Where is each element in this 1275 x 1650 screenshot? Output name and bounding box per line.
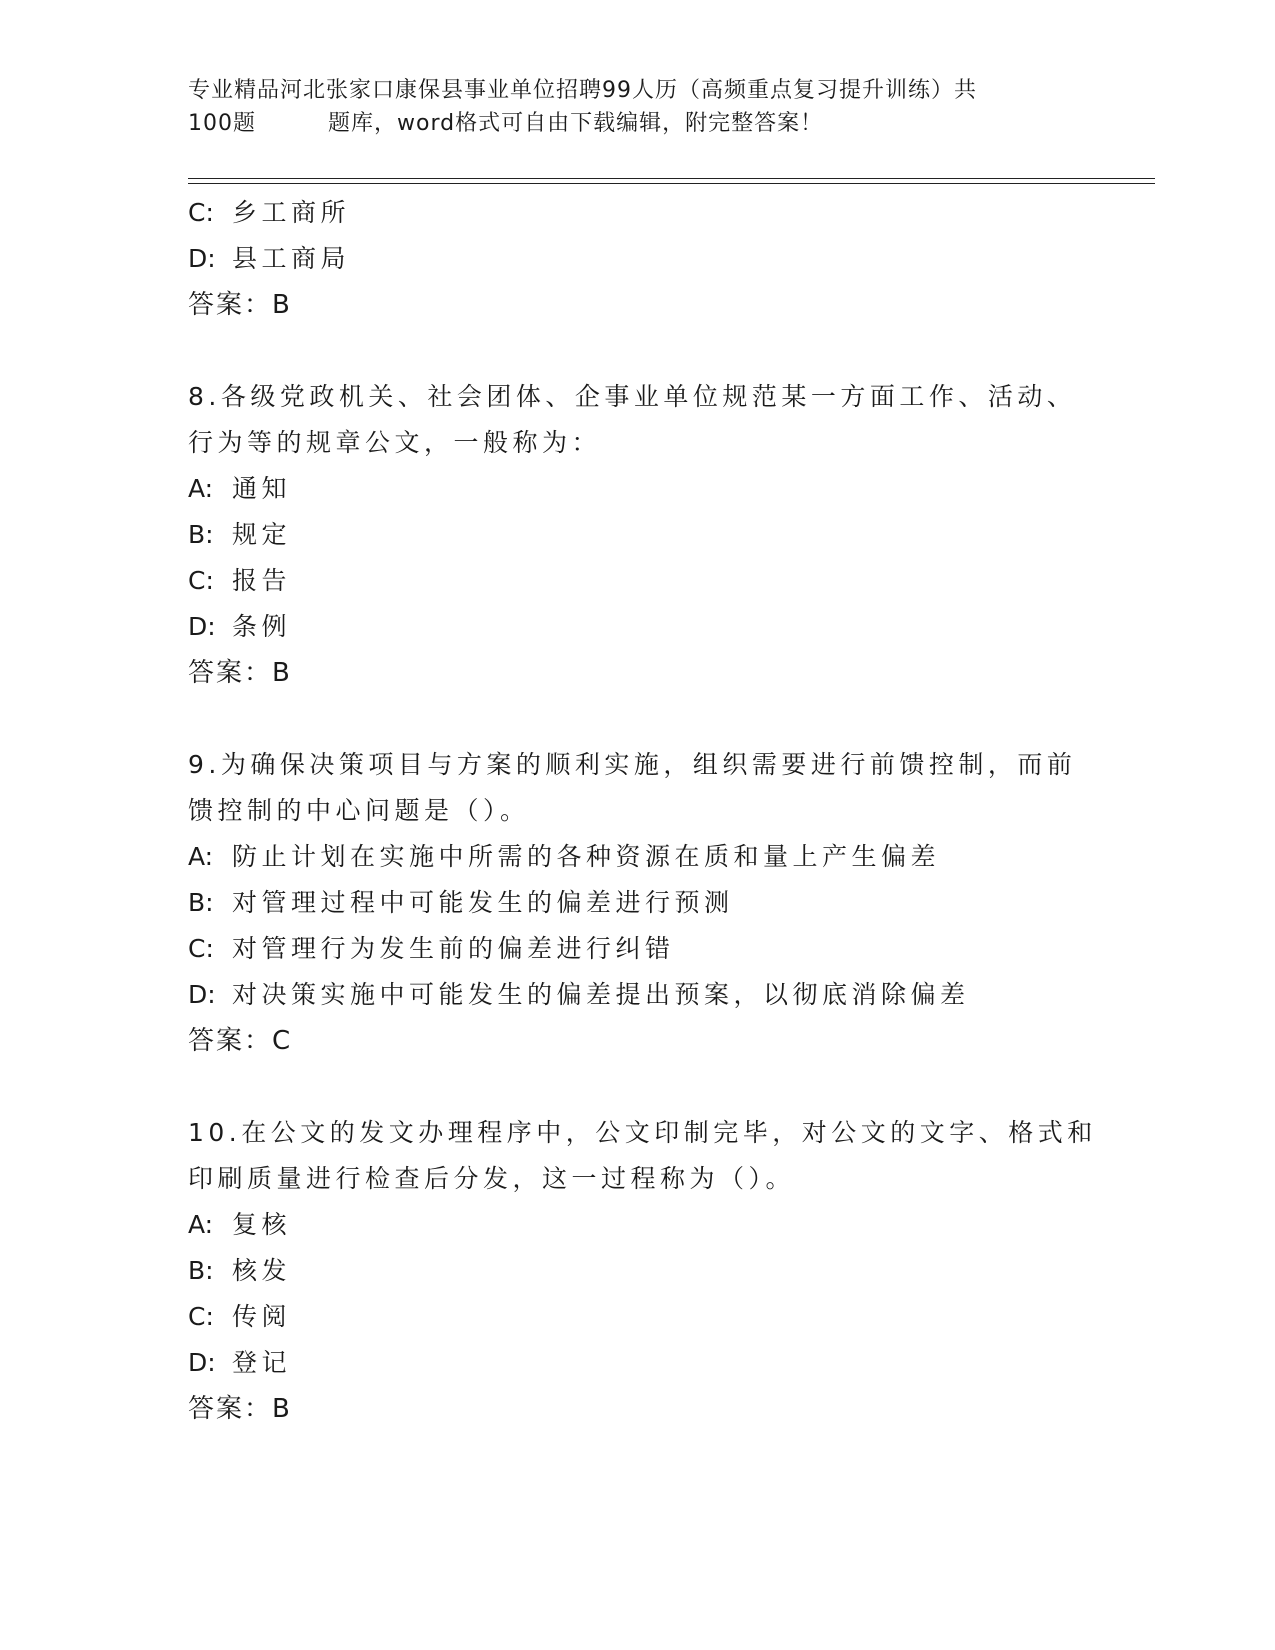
question-block-8 [188,374,1088,696]
option-b [188,880,1088,926]
option-c [188,1294,1088,1340]
option-c [188,190,1088,236]
option-text: 乡工商所 [232,198,351,227]
option-text: 县工商局 [232,244,351,273]
option-text: 规定 [232,520,292,549]
option-text: 对管理行为发生前的偏差进行纠错 [232,934,675,963]
option-a [188,834,1088,880]
question-list [188,190,1097,1432]
question-block-previous [188,190,1088,328]
option-letter: A: [188,474,214,503]
option-text: 条例 [232,612,292,641]
option-c [188,926,1088,972]
header-divider-top [188,178,1155,179]
question-stem-line-1: 10.在公文的发文办理程序中，公文印制完毕，对公文的文字、格式和 [188,1118,1097,1147]
header-line-2 [188,107,1068,140]
option-letter: B: [188,1256,214,1285]
option-letter: C: [188,1302,214,1331]
option-letter: C: [188,934,214,963]
option-d [188,972,1088,1018]
option-c [188,558,1088,604]
answer-line: 答案：C [188,1026,293,1056]
option-d [188,1340,1088,1386]
header-question-count: 100题 [188,111,256,136]
option-text: 登记 [232,1348,292,1377]
option-text: 防止计划在实施中所需的各种资源在质和量上产生偏差 [232,842,941,871]
option-text: 传阅 [232,1302,292,1331]
question-stem-line-2: 印刷质量进行检查后分发，这一过程称为（）。 [188,1164,796,1193]
question-stem-line-2: 馈控制的中心问题是（）。 [188,796,530,825]
header-description: 题库，word格式可自由下载编辑，附完整答案！ [328,111,824,136]
answer-line: 答案：B [188,658,292,688]
option-letter: D: [188,980,216,1009]
option-text: 通知 [232,474,292,503]
option-letter: B: [188,520,214,549]
answer-line: 答案：B [188,290,292,320]
answer-line: 答案：B [188,1394,292,1424]
question-stem-line-1: 9.为确保决策项目与方案的顺利实施，组织需要进行前馈控制，而前 [188,750,1077,779]
question-block-10 [188,1110,1097,1432]
option-letter: C: [188,566,214,595]
option-letter: D: [188,1348,216,1377]
option-text: 报告 [232,566,292,595]
question-stem-line-2: 行为等的规章公文，一般称为： [188,428,602,457]
option-a [188,466,1088,512]
option-letter: B: [188,888,214,917]
header-divider-bottom [188,183,1155,184]
option-text: 对决策实施中可能发生的偏差提出预案，以彻底消除偏差 [232,980,970,1009]
option-d [188,604,1088,650]
document-header [188,74,1068,140]
option-text: 核发 [232,1256,292,1285]
question-stem-line-1: 8.各级党政机关、社会团体、企事业单位规范某一方面工作、活动、 [188,382,1077,411]
option-d [188,236,1088,282]
header-line-1: 专业精品河北张家口康保县事业单位招聘99人历（高频重点复习提升训练）共 [188,78,977,103]
option-a [188,1202,1088,1248]
option-text: 对管理过程中可能发生的偏差进行预测 [232,888,734,917]
option-letter: A: [188,842,214,871]
question-block-9 [188,742,1088,1064]
option-letter: D: [188,612,216,641]
option-letter: D: [188,244,216,273]
option-letter: C: [188,198,214,227]
option-b [188,512,1088,558]
option-text: 复核 [232,1210,292,1239]
option-b [188,1248,1088,1294]
option-letter: A: [188,1210,214,1239]
